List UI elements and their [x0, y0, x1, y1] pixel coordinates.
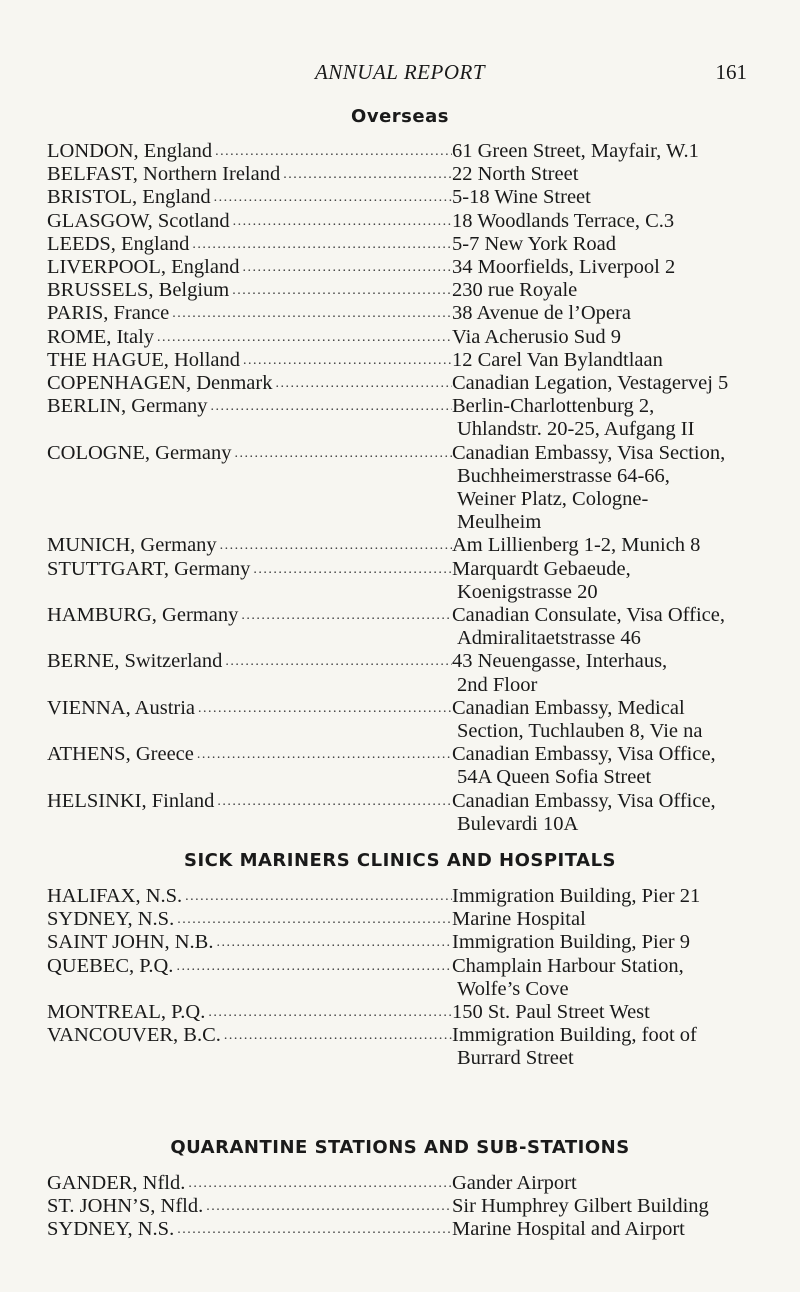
entry-address [452, 955, 762, 1001]
dot-leader [231, 442, 452, 465]
entry-place [47, 1218, 452, 1241]
directory-entry [47, 279, 762, 302]
entry-address [452, 885, 762, 908]
place-name: SAINT JOHN, N.B. [47, 931, 214, 954]
address-line: 5-7 New York Road [452, 232, 616, 255]
directory-entry [47, 163, 762, 186]
directory-entry [47, 1172, 762, 1195]
place-name: MUNICH, Germany [47, 534, 217, 557]
directory-entry [47, 186, 762, 209]
entry-address [452, 186, 762, 209]
entry-address [452, 743, 762, 789]
entry-place [47, 1001, 452, 1024]
place-name: COPENHAGEN, Denmark [47, 372, 273, 395]
place-name: MONTREAL, P.Q. [47, 1001, 206, 1024]
directory-entry [47, 604, 762, 650]
address-line: Via Acherusio Sud 9 [452, 325, 622, 348]
entry-address [452, 326, 762, 349]
dot-leader [240, 349, 452, 372]
entry-address [452, 372, 762, 395]
dot-leader [230, 210, 452, 233]
directory-entry [47, 558, 762, 604]
place-name: LONDON, England [47, 140, 213, 162]
entry-place [47, 650, 452, 696]
entry-place [47, 372, 452, 395]
place-name: ST. JOHN’S, Nfld. [47, 1195, 204, 1218]
dot-leader [211, 186, 452, 209]
address-line: 12 Carel Van Bylandtlaan [452, 348, 663, 371]
entry-place [47, 442, 452, 535]
entry-address [452, 534, 762, 557]
entry-place [47, 534, 452, 557]
entry-address [452, 349, 762, 372]
directory-entry [47, 697, 762, 743]
entry-place [47, 302, 452, 325]
address-line: Marquardt Gebaeude, [452, 557, 631, 580]
place-name: BERNE, Switzerland [47, 650, 223, 673]
directory-entry [47, 534, 762, 557]
place-name: SYDNEY, N.S. [47, 1218, 175, 1241]
address-line: Canadian Embassy, Visa Section, [452, 441, 726, 464]
address-line: Sir Humphrey Gilbert Building [452, 1195, 709, 1218]
directory-entry [47, 955, 762, 1001]
dot-leader [229, 279, 452, 302]
directory-entry [47, 1218, 762, 1241]
address-line: 18 Woodlands Terrace, C.3 [452, 209, 675, 232]
dot-leader [195, 697, 452, 720]
entry-address [452, 1001, 762, 1024]
entry-address [452, 233, 762, 256]
entry-address [452, 140, 762, 163]
address-line: 38 Avenue de l’Opera [452, 302, 631, 325]
address-line: 5-18 Wine Street [452, 186, 591, 209]
address-line: Meulheim [457, 511, 542, 534]
entry-place [47, 163, 452, 186]
address-line: Marine Hospital [452, 908, 586, 931]
entry-place [47, 140, 452, 163]
place-name: HALIFAX, N.S. [47, 885, 183, 907]
address-line: 61 Green Street, Mayfair, W.1 [452, 140, 699, 162]
section-heading-overseas: Overseas [351, 106, 449, 127]
entry-place [47, 790, 452, 836]
place-name: LEEDS, England [47, 232, 190, 255]
section-heading-sick-mariners: SICK MARINERS CLINICS AND HOSPITALS [183, 850, 617, 871]
place-name: THE HAGUE, Holland [47, 348, 241, 371]
address-line: Canadian Legation, Vestagervej 5 [452, 372, 729, 395]
directory-entry [47, 442, 762, 535]
entry-place [47, 326, 452, 349]
dot-leader [173, 955, 452, 978]
entry-place [47, 279, 452, 302]
entry-place [47, 955, 452, 1001]
entry-place [47, 186, 452, 209]
directory-entry [47, 931, 762, 954]
address-line: Canadian Consulate, Visa Office, [452, 604, 725, 627]
dot-leader [189, 233, 452, 256]
directory-entry [47, 1024, 762, 1070]
entry-address [452, 302, 762, 325]
dot-leader [203, 1195, 452, 1218]
address-line: Immigration Building, Pier 9 [452, 931, 691, 954]
entry-place [47, 697, 452, 743]
directory-entry [47, 650, 762, 696]
entry-address [452, 163, 762, 186]
entry-place [47, 233, 452, 256]
address-line: Bulevardi 10A [457, 812, 579, 835]
directory-entry [47, 210, 762, 233]
entry-address [452, 210, 762, 233]
directory-entry [47, 790, 762, 836]
entry-place [47, 210, 452, 233]
entry-address [452, 1172, 762, 1195]
dot-leader [154, 326, 452, 349]
entry-address [452, 908, 762, 931]
dot-leader [169, 302, 452, 325]
dot-leader [208, 395, 452, 418]
entry-address [452, 697, 762, 743]
entry-place [47, 395, 452, 441]
dot-leader [174, 908, 452, 931]
dot-leader [185, 1172, 452, 1195]
dot-leader [217, 534, 452, 557]
entry-place [47, 256, 452, 279]
dot-leader [221, 1024, 452, 1047]
entry-place [47, 743, 452, 789]
overseas-directory [47, 140, 762, 836]
dot-leader [205, 1001, 452, 1024]
dot-leader [212, 140, 452, 163]
address-line: 230 rue Royale [452, 279, 578, 302]
entry-place [47, 604, 452, 650]
running-title: ANNUAL REPORT [314, 60, 486, 84]
entry-place [47, 349, 452, 372]
address-line: Marine Hospital and Airport [452, 1218, 685, 1241]
dot-leader [222, 650, 452, 673]
directory-entry [47, 1195, 762, 1218]
dot-leader [174, 1218, 452, 1241]
place-name: HELSINKI, Finland [47, 789, 215, 812]
dot-leader [194, 743, 452, 766]
address-line: Admiralitaetstrasse 46 [457, 627, 641, 650]
place-name: BELFAST, Northern Ireland [47, 163, 281, 186]
place-name: ROME, Italy [47, 325, 155, 348]
directory-entry [47, 140, 762, 163]
address-line: Section, Tuchlauben 8, Vie na [457, 720, 703, 743]
place-name: PARIS, France [47, 302, 170, 325]
place-name: BRUSSELS, Belgium [47, 279, 230, 302]
entry-address [452, 931, 762, 954]
place-name: VIENNA, Austria [47, 696, 196, 719]
directory-entry [47, 372, 762, 395]
place-name: SYDNEY, N.S. [47, 908, 175, 931]
entry-address [452, 604, 762, 650]
address-line: Buchheimerstrasse 64-66, [457, 464, 670, 487]
entry-place [47, 1195, 452, 1218]
place-name: COLOGNE, Germany [47, 441, 232, 464]
address-line: 150 St. Paul Street West [452, 1001, 650, 1024]
address-line: Koenigstrasse 20 [457, 580, 598, 603]
place-name: GANDER, Nfld. [47, 1172, 186, 1194]
address-line: Wolfe’s Cove [457, 977, 569, 1000]
entry-address [452, 650, 762, 696]
directory-entry [47, 395, 762, 441]
entry-address [452, 395, 762, 441]
address-line: Gander Airport [452, 1172, 577, 1194]
place-name: HAMBURG, Germany [47, 604, 239, 627]
address-line: Weiner Platz, Cologne- [457, 488, 649, 511]
entry-address [452, 1218, 762, 1241]
dot-leader [272, 372, 452, 395]
dot-leader [214, 790, 452, 813]
entry-place [47, 1172, 452, 1195]
address-line: Am Lillienberg 1-2, Munich 8 [452, 534, 701, 557]
address-line: 34 Moorfields, Liverpool 2 [452, 256, 676, 279]
entry-address [452, 442, 762, 535]
address-line: Burrard Street [457, 1047, 574, 1070]
dot-leader [182, 885, 452, 908]
directory-entry [47, 233, 762, 256]
address-line: Canadian Embassy, Visa Office, [452, 789, 716, 812]
place-name: ATHENS, Greece [47, 743, 194, 766]
entry-address [452, 558, 762, 604]
entry-address [452, 279, 762, 302]
directory-entry [47, 349, 762, 372]
directory-entry [47, 302, 762, 325]
entry-place [47, 885, 452, 908]
directory-entry [47, 743, 762, 789]
entry-place [47, 558, 452, 604]
address-line: Immigration Building, Pier 21 [452, 885, 701, 907]
dot-leader [239, 256, 452, 279]
place-name: STUTTGART, Germany [47, 557, 251, 580]
entry-place [47, 908, 452, 931]
entry-address [452, 790, 762, 836]
directory-entry [47, 1001, 762, 1024]
address-line: Canadian Embassy, Medical [452, 696, 685, 719]
directory-entry [47, 256, 762, 279]
address-line: Champlain Harbour Station, [452, 954, 684, 977]
sick-mariners-directory [47, 885, 762, 1071]
page-number: 161 [715, 60, 747, 84]
entry-place [47, 1024, 452, 1070]
address-line: 22 North Street [452, 163, 579, 186]
address-line: 43 Neuengasse, Interhaus, [452, 650, 668, 673]
place-name: BRISTOL, England [47, 186, 211, 209]
place-name: VANCOUVER, B.C. [47, 1024, 221, 1047]
entry-place [47, 931, 452, 954]
address-line: 2nd Floor [457, 673, 538, 696]
place-name: BERLIN, Germany [47, 395, 208, 418]
running-header [0, 60, 800, 92]
dot-leader [213, 931, 452, 954]
place-name: LIVERPOOL, England [47, 256, 240, 279]
directory-entry [47, 908, 762, 931]
dot-leader [250, 558, 452, 581]
place-name: QUEBEC, P.Q. [47, 954, 174, 977]
section-heading-quarantine: QUARANTINE STATIONS AND SUB-STATIONS [170, 1137, 630, 1158]
quarantine-directory [47, 1172, 762, 1242]
address-line: Berlin-Charlottenburg 2, [452, 395, 655, 418]
entry-address [452, 256, 762, 279]
place-name: GLASGOW, Scotland [47, 209, 230, 232]
address-line: Canadian Embassy, Visa Office, [452, 743, 716, 766]
directory-entry [47, 885, 762, 908]
address-line: 54A Queen Sofia Street [457, 766, 652, 789]
entry-address [452, 1024, 762, 1070]
entry-address [452, 1195, 762, 1218]
address-line: Uhlandstr. 20-25, Aufgang II [457, 418, 695, 441]
dot-leader [238, 604, 452, 627]
directory-entry [47, 326, 762, 349]
address-line: Immigration Building, foot of [452, 1024, 697, 1047]
dot-leader [280, 163, 452, 186]
